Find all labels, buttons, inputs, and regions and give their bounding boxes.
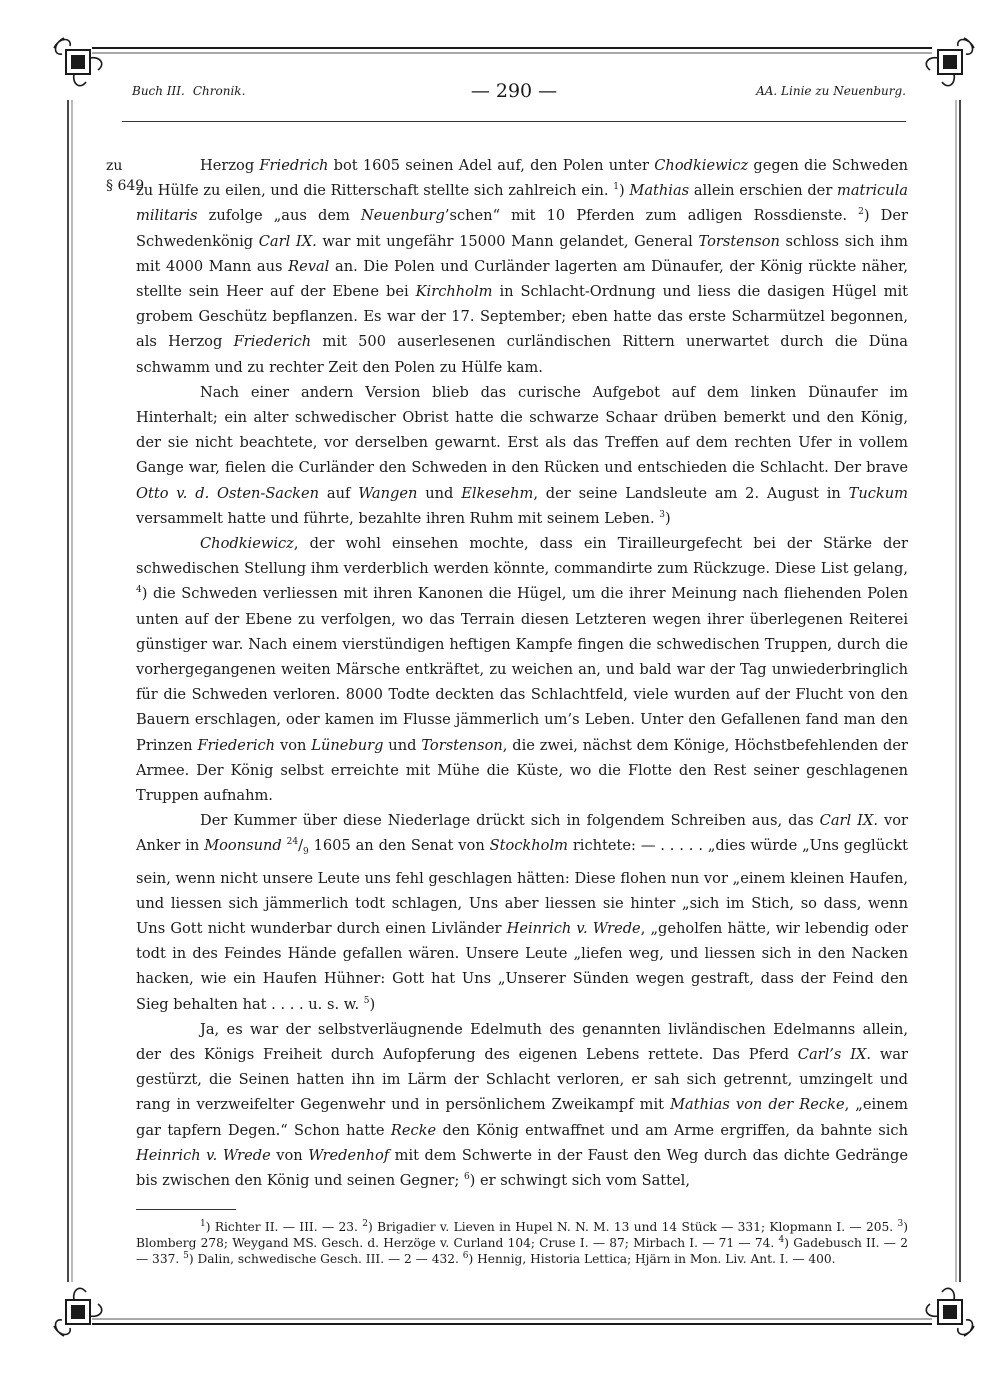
paragraph: Chodkiewicz, der wohl einsehen mochte, dass ein Tirailleurgefecht bei der Stärke der schwedischen Stellung ihm verderblich werden könnte, commandirte zum Rückzuge. Diese List gelang, $^4$) die Schweden verliessen mit ihren Kanonen die Hügel, um die ihrer Meinung nach fliehenden Polen unten auf der Ebene zu verfolgen, wo das Terrain diesen Letzteren wegen ihrer überlegenen Reiterei günstiger war. Nach einem vierstündigen heftigen Kampfe fingen die schwedischen Truppen, durch die vorhergegangenen weiten Märsche entkräftet, zu weichen an, und bald war der Tag unwiederbringlich für die Schweden verloren. 8000 Todte deckten das Schlachtfeld, viele wurden auf der Flucht von den Bauern erschlagen, oder kamen im Flusse jämmerlich um’s Leben. Unter den Gefallenen fand man den Prinzen Friederich von Lüneburg und Torstenson, die zwei, nächst dem Könige, Höchstbefehlenden der Armee. Der König selbst erreichte mit Mühe die Küste, wo die Flotte den Rest seiner geschlagenen Truppen aufnahm. <box>136 535 908 805</box>
corner-ornament-bottom-right-icon <box>926 1288 974 1336</box>
paragraph: Ja, es war der selbstverläugnende Edelmuth des genannten livländischen Edelmanns allein, der des Königs Freiheit durch Aufopferung des eigenen Lebens rettete. Das Pferd Carl’s IX. war gestürzt, die Seinen hatten ihn im Lärm der Schlacht verloren, er sah sich getrennt, umzingelt und rang in verzweifelter Gegenwehr und in persönlichem Zweikampf mit Mathias von der Recke, „einem gar tapfern Degen.“ Schon hatte Recke den König entwaffnet und am Arme ergriffen, da bahnte sich Heinrich v. Wrede von Wredenhof mit dem Schwerte in der Faust den Weg durch das dichte Gedränge bis zwischen den König und seinen Gegner; $^6$) er schwingt sich vom Sattel, <box>136 1020 909 1190</box>
paragraph: Herzog Friedrich bot 1605 seinen Adel auf, den Polen unter Chodkiewicz gegen die Schweden zu Hülfe zu eilen, und die Ritterschaft stellte sich zahlreich ein. $^1$) Mathias allein erschien der matricula militaris zufolge „aus dem Neuenburg’schen“ mit 10 Pferden zum adligen Rossdienste. $^2$) Der Schwedenkönig Carl IX. war mit ungefähr 15000 Mann gelandet, General Torstenson schloss sich ihm mit 4000 Mann aus Reval an. Die Polen und Curländer lagerten am Dünaufer, der König rückte näher, stellte sein Heer auf der Ebene bei Kirchholm in Schlacht-Ordnung und liess die dasigen Hügel mit grobem Geschütz bepflanzen. Es war der 17. September; eben hatte das erste Scharmützel begonnen, als Herzog Friederich mit 500 auserlesenen curländischen Rittern unerwartet durch die Düna schwamm und zu rechter Zeit den Polen zu Hülfe kam. <box>136 157 908 376</box>
corner-ornament-top-left-icon <box>54 38 102 86</box>
margin-note-zu: zu <box>106 158 123 174</box>
page-header <box>122 80 906 112</box>
corner-ornament-top-right-icon <box>926 38 974 86</box>
page-number: — 290 — <box>470 80 558 102</box>
header-section: Chronik. <box>192 84 246 98</box>
main-text <box>136 153 908 1193</box>
footnotes: $^1$) Richter II. — III. — 23. $^2$) Brigadier v. Lieven in Hupel N. N. M. 13 und 14 Stück — 331; Klopmann I. — 205. $^3$) Blomberg 278; Weygand MS. Gesch. d. Herzöge v. Curland 104; Cruse I. — 87; Mirbach I. — 71 — 74. $^4$) Gadebusch II. — 2 — 337. $^5$) Dalin, schwedische Gesch. III. — 2 — 432. $^6$) Hennig, Historia Lettica; Hjärn in Mon. Liv. Ant. I. — 400. <box>136 1218 909 1266</box>
margin-note-section: § 649 <box>106 178 145 194</box>
paragraph: Nach einer andern Version blieb das curische Aufgebot auf dem linken Dünaufer im Hinterhalt; ein alter schwedischer Obrist hatte die schwarze Schaar drüben bemerkt und den König, der sie nicht beachtete, vor derselben gewarnt. Erst als das Treffen auf dem rechten Ufer in vollem Gange war, fielen die Curländer den Schweden in den Rücken und entschieden die Schlacht. Der brave Otto v. d. Osten-Sacken auf Wangen und Elkesehm, der seine Landsleute am 2. August in Tuckum versammelt hatte und führte, bezahlte ihren Ruhm mit seinem Leben. $^3$) <box>136 383 909 527</box>
corner-ornament-bottom-left-icon <box>54 1288 102 1336</box>
paragraph: Der Kummer über diese Niederlage drückt sich in folgendem Schreiben aus, das Carl IX. vor Anker in Moonsund $^{24}/_9$ 1605 an den Senat von Stockholm richtete: — . . . . . „dies würde „Uns geglückt sein, wenn nicht unsere Leute uns fehl geschlagen hätten: Diese flohen nun vor „einem kleinen Haufen, und liessen sich jämmerlich todt schlagen, Uns aber liessen sie hinter „sich im Stich, so dass, wenn Uns Gott nicht wunderbar durch einen Livländer Heinrich v. Wrede, „geholfen hätte, wir lebendig oder todt in des Feindes Hände gefallen wären. Unsere Leute „liefen weg, und liessen sich in den Nacken hacken, wie ein Haufen Hühner: Gott hat Uns „Unserer Sünden wegen gestraft, dass der Feind den Sieg behalten hat . . . . u. s. w. $^5$) <box>136 812 909 1013</box>
header-book: Buch III. <box>132 84 185 98</box>
footnote-rule <box>136 1209 236 1210</box>
header-right: AA. Linie zu Neuenburg. <box>756 84 906 98</box>
header-rule <box>122 121 906 122</box>
